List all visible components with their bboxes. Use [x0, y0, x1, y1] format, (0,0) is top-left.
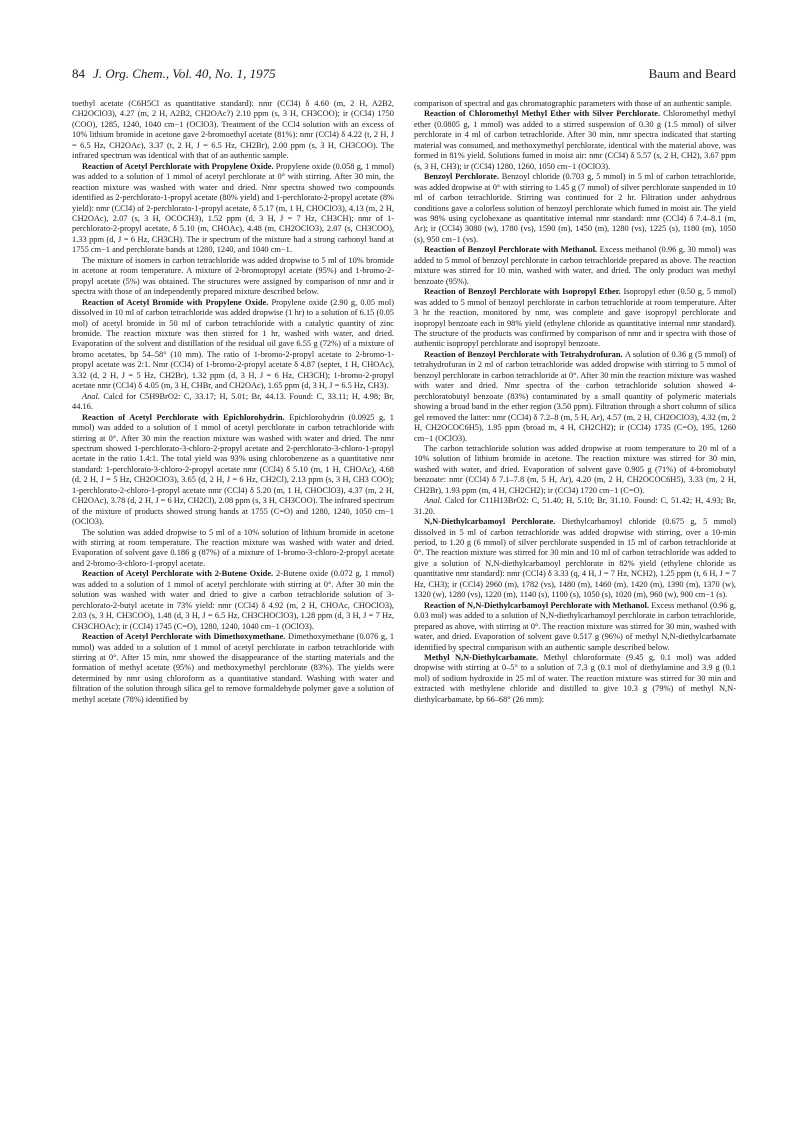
analysis-label: Anal.: [82, 391, 100, 401]
paragraph: [414, 99, 736, 109]
paragraph-heading: Reaction of Acetyl Perchlorate with Propylene Oxide.: [82, 161, 276, 171]
left-column: [72, 99, 394, 705]
paragraph: [72, 569, 394, 632]
paragraph: [414, 109, 736, 172]
paragraph: [414, 350, 736, 444]
paragraph: [414, 444, 736, 496]
paragraph-heading: Reaction of Acetyl Perchlorate with Epichlorohydrin.: [82, 412, 290, 422]
paragraph-text: Isopropyl ether (0.50 g, 5 mmol) was added to 5 mmol of benzoyl perchlorate in carbon tetrachloride at room temperature. After 3 hr the reaction, monitored by nmr, was complete and gave isopropyl perchlorate and isopropyl benzoate each in 98% yield (ethylene chloride as quantitative internal nmr standard). The structure of the products was confirmed by comparison of nmr and ir spectra with those of authentic isopropyl perchlorate and isopropyl benzoate.: [414, 287, 736, 349]
paragraph-text: Benzoyl chloride (0.703 g, 5 mmol) in 5 ml of carbon tetrachloride, was added dropwise at 0° with stirring to 1.45 g (7 mmol) of silver perchlorate suspended in 10 ml of carbon tetrachloride. Stirring was continued for 2 hr. Filtration under anhydrous conditions gave a colorless solution of benzoyl perchlorate which fumed in moist air. The yield was 98% using cyclohexane as quantitative internal nmr standard: nmr (CCl4) δ 7.4–8.1 (m, Ar); ir (CCl4) 3080 (w), 1780 (vs), 1590 (m), 1450 (m), 1280 (vs), 1225 (s), 1180 (m), 1050 (s), 950 cm−1 (vs).: [414, 172, 736, 244]
paragraph-text: Diethylcarbamoyl chloride (0.675 g, 5 mmol) dissolved in 5 ml of carbon tetrachloride was added dropwise with stirring, over a 10-min period, to 1.20 g (6 mmol) of silver perchlorate suspended in 15 ml of carbon tetrachloride at 0°. The reaction mixture was stirred for 30 min and 10 ml of carbon tetrachloride was added to give a solution of N,N-diethylcarbamoyl perchlorate in 82% yield (ethylene chloride as quantitative nmr standard): nmr (CCl4) δ 3.33 (q, 4 H, J = 7 Hz, NCH2), 1.25 ppm (t, 6 H, J = 7 Hz, CH3); ir (CCl4) 2960 (m), 1782 (vs), 1480 (m), 1460 (m), 1420 (m), 1390 (m), 1370 (w), 1320 (w), 1280 (vs), 1220 (m), 1140 (s), 1100 (s), 1050 (s), 1020 (m), 960 (w), 900 cm−1 (s).: [414, 517, 736, 600]
paragraph-heading: Reaction of Benzoyl Perchlorate with Tetrahydrofuran.: [424, 349, 625, 359]
page-number: 84: [72, 66, 85, 81]
paragraph: [414, 601, 736, 653]
paragraph-text: Calcd for C11H13BrO2: C, 51.40; H, 5.10; Br, 31.10. Found: C, 51.42; H, 4.93; Br, 31.20.: [414, 496, 736, 516]
paragraph: [72, 528, 394, 570]
paragraph-text: comparison of spectral and gas chromatographic parameters with those of an authentic sample.: [414, 99, 732, 108]
paragraph-text: Methyl chloroformate (9.45 g, 0.1 mol) was added dropwise with stirring at 0–5° to a solution of 7.3 g (0.1 mol of diethylamine and 3.9 g (0.1 mol) of sodium hydroxide in 25 ml of water. The reaction mixture was stirred for 30 min and extracted with methylene chloride and distilled to give 10.3 g (79%) of methyl N,N- diethylcarbamate, bp 66–68° (26 mm):: [414, 653, 736, 704]
header-authors: Baum and Beard: [648, 66, 736, 81]
header-left: [72, 66, 276, 82]
paragraph-heading: Methyl N,N-Diethylcarbamate.: [424, 653, 544, 663]
paragraph-text: Propylene oxide (2.90 g, 0.05 mol) dissolved in 10 ml of carbon tetrachloride was added dropwise (1 hr) to a solution of 6.15 (0.05 mol) of acetyl bromide in 50 ml of carbon tetrachloride with a catalytic quantity of zinc bromide. The reaction mixture was then stirred for 1 hr, washed with water, and dried. Evaporation of the solvent and distillation of the residual oil gave 6.55 g (72%) of a mixture of bromo acetates, bp 54–58° (10 mm). The ratio of 1-bromo-2-propyl acetate to 2-bromo-1-propyl acetate was 2:1. Nmr (CCl4) of 1-bromo-2-propyl acetate δ 4.87 (septet, 1 H, CHOAc), 3.32 (d, 2 H, J = 5 Hz, CH2Br), 1.32 ppm (d, 3 H, J = 6 Hz, CH3CH); 1-bromo-2-propyl acetate nmr (CCl4) δ 4.05 (m, 3 H, CHBr, and CH2OAc), 1.65 ppm (d, 3 H, J = 6.5 Hz, CH3).: [72, 297, 394, 391]
paragraph-heading: N,N-Diethylcarbamoyl Perchlorate.: [424, 517, 562, 527]
right-column: [414, 99, 736, 705]
paragraph: [414, 172, 736, 245]
analysis-label: Anal.: [424, 496, 442, 506]
paragraph: [414, 245, 736, 287]
page-header: [72, 66, 736, 86]
paragraph-heading: Reaction of Acetyl Perchlorate with Dimethoxymethane.: [82, 632, 289, 642]
paragraph-text: The solution was added dropwise to 5 ml of a 10% solution of lithium bromide in acetone with stirring at room temperature. The reaction mixture was washed with water and dried. Evaporation of solvent gave 0.186 g (87%) of a mixture of 1-bromo-3-chloro-2-propyl acetate and 2-bromo-3-chloro-1-propyl acetate.: [72, 527, 394, 568]
paragraph-heading: Reaction of Acetyl Perchlorate with 2-Butene Oxide.: [82, 569, 276, 579]
paragraph-text: Excess methanol (0.96 g, 0.03 mol) was added to a solution of N,N-diethylcarbamoyl perchlorate in carbon tetrachloride, prepared as above, with stirring at 0°. The reaction mixture was stirred for 30 min, washed with water, and dried. Evaporation of solvent gave 0.517 g (96%) of methyl N,N-diethylcarbamate identified by spectral comparison with an authentic sample described below.: [414, 600, 736, 652]
paragraph: [72, 99, 394, 162]
paragraph: [414, 653, 736, 705]
paragraph-heading: Reaction of Chloromethyl Methyl Ether with Silver Perchlorate.: [424, 109, 664, 119]
paragraph-text: A solution of 0.36 g (5 mmol) of tetrahydrofuran in 2 ml of carbon tetrachloride was added dropwise with stirring to 5 mmol of benzoyl perchlorate in carbon tetrachloride at 0°. After 30 min the reaction mixture was washed with water and dried. Nmr spectra of the carbon tetrachloride solution showed 4-perchloratobutyl benzoate (83%) contaminated by a small quantity of polymeric materials showing a broad band in the ether region (3.50 ppm). Filtration through a short column of silica gel removed the latter: nmr (CCl4) δ 7.2–8 (m, 5 H, Ar), 4.57 (m, 2 H, CH2OClO3), 4.32 (m, 2 H, CH2OCOC6H5), 1.95 ppm (broad m, 4 H, CH2CH2); ir (CCl4) 1735 (C=O), 195, 1260 cm−1 (OClO3).: [414, 349, 736, 443]
paragraph: [414, 287, 736, 350]
paragraph: [72, 392, 394, 413]
paragraph-text: Propylene oxide (0.058 g, 1 mmol) was added to a solution of 1 mmol of acetyl perchlorate at 0° with stirring. After 30 min, the reaction mixture was washed with water and dried. Nmr spectra showed two compounds identified as 2-perchlorato-1-propyl acetate (80% yield) and 1-perchlorato-2-propyl acetate (8% yield): nmr (CCl4) of 2-perchlorato-1-propyl acetate, δ 5.17 (m, 1 H, CHOClO3), 4.13 (m, 2 H, CH2OAc), 2.07 (s, 3 H, OCOCH3), 1.52 ppm (d, 3 H, J = 7 Hz, CH3CH); nmr of 1-perchlorato-2-propyl acetate, δ 5.10 (m, CHOAc), 4.48 (m, CH2OClO3), 2.07 (s, CH3COO), 1.33 ppm (d, J = 6 Hz, CH3CH). The ir spectrum of the mixture had a strong carbonyl band at 1755 cm−1 and perchlorate bands at 1280, 1240, and 1040 cm−1.: [72, 161, 394, 255]
paragraph-text: Calcd for C5H9BrO2: C, 33.17; H, 5.01; Br, 44.13. Found: C, 33.11; H, 4.98; Br, 44.16.: [72, 391, 394, 412]
paragraph-text: The mixture of isomers in carbon tetrachloride was added dropwise to 5 ml of 10% bromide in acetone at room temperature. A mixture of 2-bromopropyl acetate (95%) and 1-bromo-2-propyl acetate (5%) was obtained. The structures were assigned by comparison of nmr and ir spectra with those of an independently prepared mixture described below.: [72, 255, 394, 297]
paragraph-text: Dimethoxymethane (0.076 g, 1 mmol) was added to a solution of 1 mmol of acetyl perchlorate in carbon tetrachloride with stirring at 0°. After 15 min, nmr showed the disappearance of the starting materials and the formation of methyl acetate (95%) and methoxymethyl perchlorate (83%). The yields were determined by nmr using chloroform as a quantitative standard. Washing with water and filtration of the solution through silica gel to remove formaldehyde polymer gave a solution of methyl acetate (78%) identified by: [72, 632, 395, 704]
paragraph: [72, 413, 394, 528]
paragraph-text: toethyl acetate (C6H5Cl as quantitative standard): nmr (CCl4) δ 4.60 (m, 2 H, A2B2, CH2OClO3), 4.27 (m, 2 H, A2B2, CH2OAc?) 2.10 ppm (s, 3 H, CH3COO); ir (CCl4) 1750 (COO), 1285, 1240, 1040 cm−1 (OClO3). Treatment of the CCl4 solution with an excess of 10% lithium bromide in acetone gave 2-bromoethyl acetate (81%): nmr (CCl4) δ 4.22 (t, 2 H, J = 6.5 Hz, CH2OAc), 3.37 (t, 2 H, J = 6.5 Hz, CH2Br), 2.00 ppm (s, 3 H, CH3COO). The infrared spectrum was identical with that of an authentic sample.: [72, 99, 394, 161]
paragraph: [414, 517, 736, 601]
paragraph: [72, 256, 394, 298]
paragraph: [414, 496, 736, 517]
paragraph-text: Excess methanol (0.96 g, 30 mmol) was added to 5 mmol of benzoyl perchlorate in carbon tetrachloride prepared as above. The reaction mixture was stirred for 10 min, washed with water, and dried. The only product was methyl benzoate (95%).: [414, 245, 736, 286]
journal-citation: J. Org. Chem., Vol. 40, No. 1, 1975: [93, 66, 276, 81]
paragraph-heading: Reaction of Benzoyl Perchlorate with Methanol.: [424, 245, 600, 255]
paragraph-heading: Reaction of Benzoyl Perchlorate with Isopropyl Ether.: [424, 287, 624, 297]
paragraph-heading: Benzoyl Perchlorate.: [424, 172, 502, 182]
paragraph: [72, 162, 394, 256]
paragraph: [72, 298, 394, 392]
paragraph-text: Epichlorohydrin (0.0925 g, 1 mmol) was added to a solution of 1 mmol of acetyl perchlorate in carbon tetrachloride with stirring at 0°. After 30 min the reaction mixture was washed with water and dried. The nmr spectrum showed 1-perchlorato-3-chloro-2-propyl acetate and 2-perchlorato-3-chloro-1-propyl acetate in the ratio 1.4:1. The total yield was 93% using chlorobenzene as a quantitative nmr standard: 1-perchlorato-3-chloro-2-propyl acetate nmr (CCl4) δ 5.10 (m, 1 H, CHOAc), 4.68 (d, 2 H, J = 5 Hz, CH2OClO3), 3.65 (d, 2 H, J = 6 Hz, CH2Cl), 2.13 ppm (s, 3 H, CH3 COO); 1-perchlorato-2-chloro-1-propyl acetate nmr (CCl4) δ 5.20 (m, 1 H, CHOClO3), 4.37 (m, 2 H, CH2OAc), 3.78 (d, 2 H, J = 6 Hz, CH2Cl), 2.08 ppm (s, 3 H, CH3COO). The infrared spectrum of the mixture of products showed strong bands at 1755 (C=O) and 1280, 1240, 1050 cm−1 (OClO3).: [72, 412, 394, 527]
paragraph-text: Chloromethyl methyl ether (0.0805 g, 1 mmol) was added to a stirred suspension of 0.30 g (1.5 mmol) of silver perchlorate in 4 ml of carbon tetrachloride. After 30 min, nmr spectra indicated that starting material was consumed, and methoxymethyl perchlorate, identical with the material above, was formed in 81% yield. Solutions fumed in moist air: nmr (CCl4) δ 5.57 (s, 2 H, CH2), 3.67 ppm (s, 3 H, CH3); ir (CCl4) 1280, 1260, 1050 cm−1 (OClO3).: [414, 109, 737, 171]
paragraph-heading: Reaction of Acetyl Bromide with Propylene Oxide.: [82, 297, 272, 307]
paragraph-text: 2-Butene oxide (0.072 g, 1 mmol) was added to a solution of 1 mmol of acetyl perchlorate with stirring at 0°. After 30 min the solution was washed with water and dried to give a carbon tetrachloride solution of 3-perchlorato-2-butyl acetate in 73% yield: nmr (CCl4) δ 4.92 (m, 2 H, CHOAc, CHOClO3), 2.03 (s, 3 H, CH3COO), 1.48 (d, 3 H, J = 6.5 Hz, CH3CHOClO3), 1.28 ppm (d, 3 H, J = 7 Hz, CH3CHOAc); ir (CCl4) 1745 (C=O), 1280, 1240, 1040 cm−1 (OClO3).: [72, 569, 394, 631]
paragraph-text: The carbon tetrachloride solution was added dropwise at room temperature to 20 ml of a 10% solution of lithium bromide in acetone. The reaction mixture was stirred for 30 min, washed with water, and dried. Evaporation of solvent gave 0.905 g (71%) of 4-bromobutyl benzoate: nmr (CCl4) δ 7.1–7.8 (m, 5 H, Ar), 4.20 (m, 2 H, CH2OCOC6H5), 3.33 (m, 2 H, CH2Br), 1.93 ppm (m, 4 H, CH2CH2); ir (CCl4) 1720 cm−1 (C=O).: [414, 443, 736, 495]
paragraph: [72, 632, 394, 705]
paragraph-heading: Reaction of N,N-Diethylcarbamoyl Perchlorate with Methanol.: [424, 600, 652, 610]
